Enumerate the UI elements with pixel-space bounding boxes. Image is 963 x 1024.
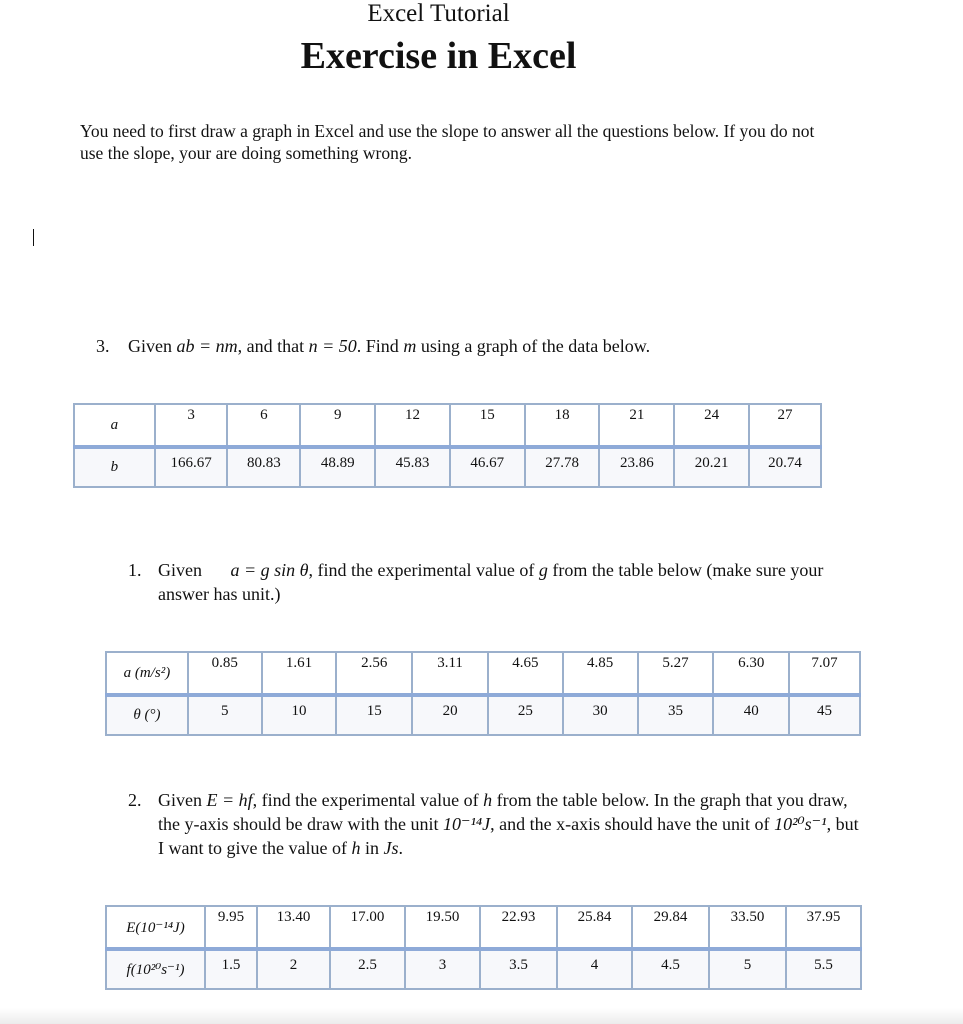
- table-row: [74, 404, 821, 447]
- text-cursor: [33, 229, 34, 246]
- table-cell: 1.5: [205, 949, 257, 989]
- table-row: [74, 447, 821, 487]
- table-cell: 10: [262, 695, 337, 735]
- table-cell: 46.67: [450, 447, 525, 487]
- table-cell: 27.78: [525, 447, 600, 487]
- table-row: [106, 652, 860, 695]
- table-cell: 3: [155, 404, 228, 447]
- table-cell: 3.5: [480, 949, 557, 989]
- table-cell: 2: [257, 949, 330, 989]
- row-label: b: [74, 447, 155, 487]
- data-table-q1: [105, 651, 861, 736]
- table-cell: 7.07: [789, 652, 860, 695]
- table-cell: 21: [599, 404, 674, 447]
- table-cell: 3.11: [412, 652, 488, 695]
- question-3: [96, 334, 650, 358]
- table-cell: 48.89: [300, 447, 375, 487]
- table-cell: 37.95: [786, 906, 861, 949]
- table-cell: 9: [300, 404, 375, 447]
- table-cell: 25.84: [557, 906, 632, 949]
- question-3-number: 3.: [96, 336, 110, 356]
- table-cell: 166.67: [155, 447, 228, 487]
- table-cell: 15: [336, 695, 412, 735]
- row-label: θ (°): [106, 695, 188, 735]
- row-label: f(10²⁰s⁻¹): [106, 949, 205, 989]
- header-subtitle: Excel Tutorial: [367, 0, 510, 27]
- table-cell: 30: [563, 695, 638, 735]
- table-cell: 80.83: [227, 447, 300, 487]
- question-1-text: Given a = g sin θ, find the experimental value of g from the table below (make sure your answer has unit.): [158, 560, 824, 604]
- table-cell: 9.95: [205, 906, 257, 949]
- table-cell: 2.5: [330, 949, 405, 989]
- table-cell: 22.93: [480, 906, 557, 949]
- intro-paragraph: You need to first draw a graph in Excel and use the slope to answer all the questions below. If you do not use the slope, your are doing something wrong.: [80, 121, 815, 163]
- table-cell: 20.74: [749, 447, 821, 487]
- table-cell: 4.85: [563, 652, 638, 695]
- table-cell: 2.56: [336, 652, 412, 695]
- question-2-number: 2.: [128, 790, 142, 810]
- table-cell: 17.00: [330, 906, 405, 949]
- question-3-text: Given ab = nm, and that n = 50. Find m using a graph of the data below.: [128, 336, 651, 356]
- table-cell: 5: [709, 949, 786, 989]
- table-cell: 20: [412, 695, 488, 735]
- table-cell: 25: [488, 695, 563, 735]
- table-cell: 45.83: [375, 447, 450, 487]
- row-label: a: [74, 404, 155, 447]
- table-cell: 40: [713, 695, 789, 735]
- table-cell: 35: [638, 695, 714, 735]
- table-row: [106, 906, 861, 949]
- table-cell: 5.27: [638, 652, 714, 695]
- table-cell: 33.50: [709, 906, 786, 949]
- table-cell: 15: [450, 404, 525, 447]
- table-cell: 23.86: [599, 447, 674, 487]
- table-cell: 0.85: [188, 652, 262, 695]
- table-cell: 19.50: [405, 906, 480, 949]
- table-cell: 3: [405, 949, 480, 989]
- table-cell: 24: [674, 404, 749, 447]
- table-cell: 27: [749, 404, 821, 447]
- page-bottom-edge: [0, 1008, 963, 1024]
- table-row: [106, 949, 861, 989]
- table-cell: 1.61: [262, 652, 337, 695]
- table-cell: 13.40: [257, 906, 330, 949]
- table-cell: 5.5: [786, 949, 861, 989]
- page-title: Exercise in Excel: [300, 35, 577, 77]
- table-cell: 6.30: [713, 652, 789, 695]
- table-cell: 5: [188, 695, 262, 735]
- table-row: [106, 695, 860, 735]
- table-cell: 29.84: [632, 906, 709, 949]
- table-cell: 4.5: [632, 949, 709, 989]
- table-cell: 18: [525, 404, 600, 447]
- row-label: E(10⁻¹⁴J): [106, 906, 205, 949]
- table-cell: 6: [227, 404, 300, 447]
- table-cell: 20.21: [674, 447, 749, 487]
- table-cell: 12: [375, 404, 450, 447]
- table-cell: 4.65: [488, 652, 563, 695]
- question-2-text: Given E = hf, find the experimental value of h from the table below. In the graph that you draw, the y-axis should be draw with the unit 10⁻¹⁴J, and the x-axis should have the unit of 10²⁰s⁻¹, but I want to give the value of h in Js.: [158, 790, 859, 858]
- data-table-q3: [73, 403, 822, 488]
- table-cell: 4: [557, 949, 632, 989]
- table-cell: 45: [789, 695, 860, 735]
- data-table-q2: [105, 905, 862, 990]
- question-1-number: 1.: [128, 560, 142, 580]
- row-label: a (m/s²): [106, 652, 188, 695]
